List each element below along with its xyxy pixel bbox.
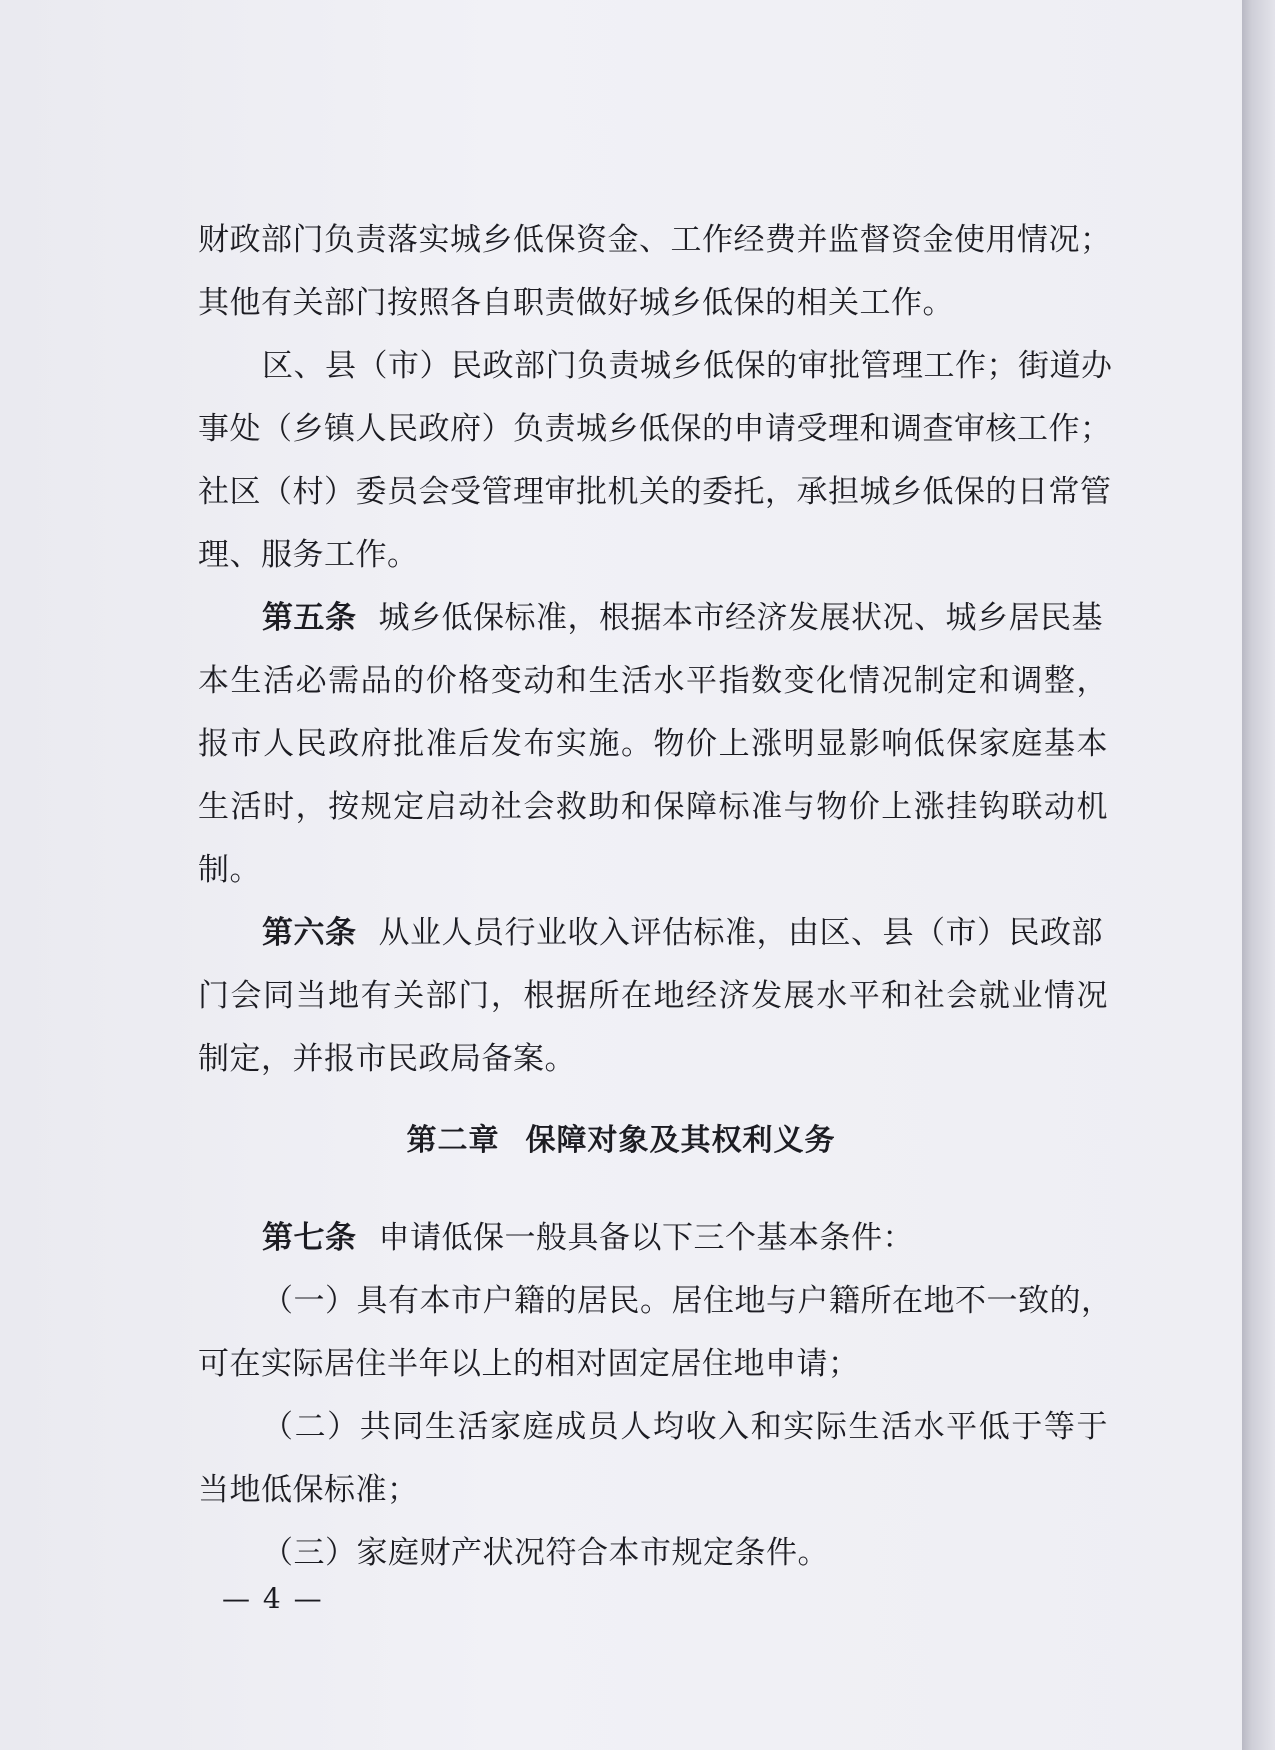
scanner-edge (1242, 0, 1275, 1750)
chapter-heading (0, 1115, 1242, 1159)
page-number: — 4 — (222, 1582, 324, 1615)
chapter-number: 第二章 (406, 1123, 500, 1158)
article-6-label: 第六条 (262, 915, 357, 951)
article-7-label: 第七条 (262, 1220, 357, 1256)
article-5-label: 第五条 (262, 600, 357, 636)
chapter-title: 保障对象及其权利义务 (525, 1123, 836, 1158)
